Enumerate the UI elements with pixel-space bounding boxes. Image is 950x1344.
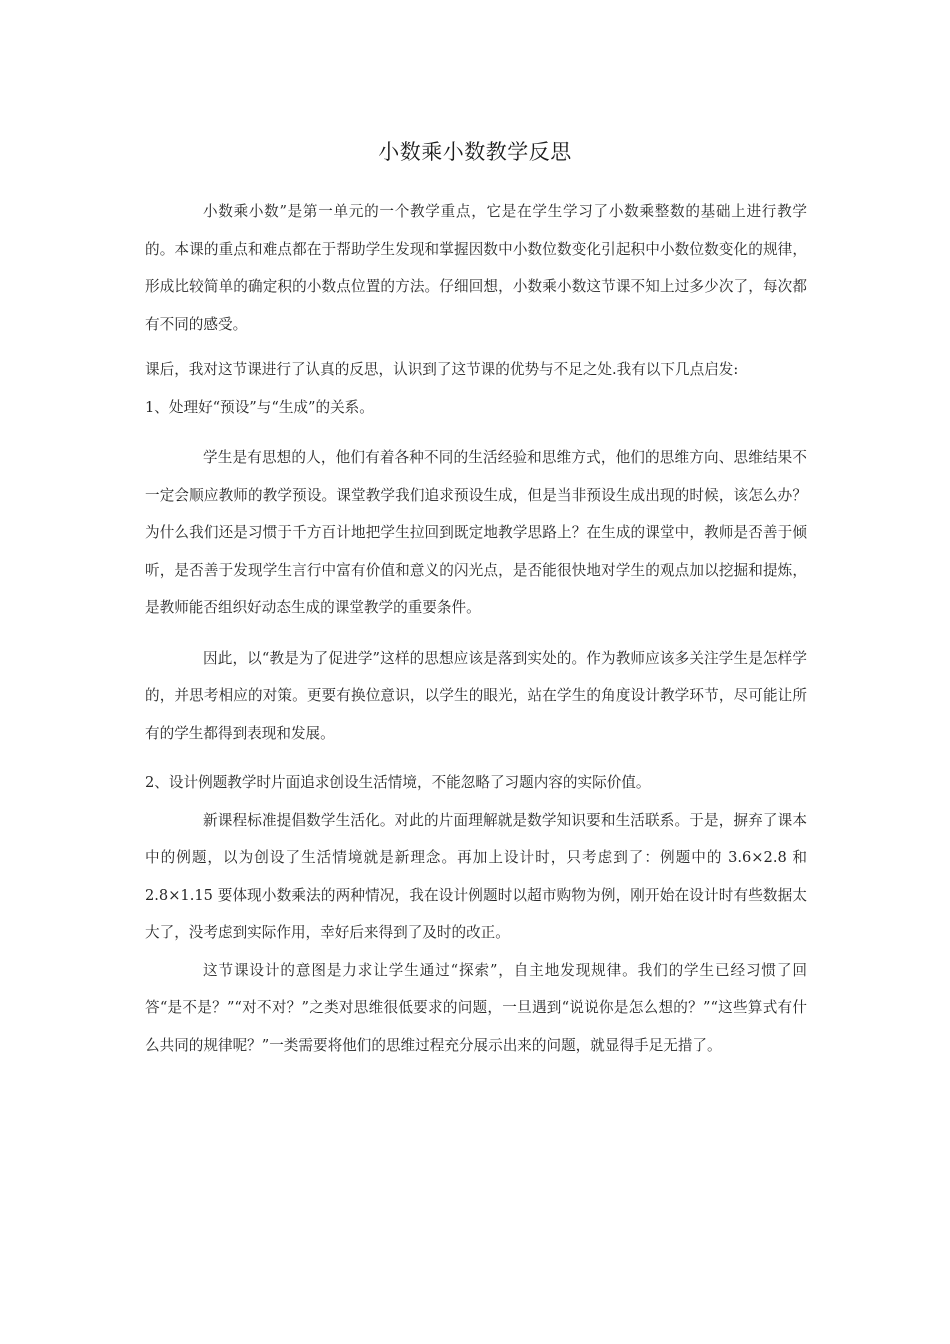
paragraph-point-2-design: 这节课设计的意图是力求让学生通过“探索”，自主地发现规律。我们的学生已经习惯了回答“是不是？”“对不对？”之类对思维很低要求的问题，一旦遇到“说说你是怎么想的？”“这些算式有什么共同的规律呢？”一类需要将他们的思维过程充分展示出来的问题，就显得手足无措了。 [145,961,807,1054]
paragraph-point-1-body: 学生是有思想的人，他们有着各种不同的生活经验和思维方式，他们的思维方向、思维结果不一定会顺应教师的教学预设。课堂教学我们追求预设生成，但是当非预设生成出现的时候，该怎么办？为什么我们还是习惯于千方百计地把学生拉回到既定地教学思路上？在生成的课堂中，教师是否善于倾听，是否善于发现学生言行中富有价值和意义的闪光点，是否能很快地对学生的观点加以挖掘和提炼，是教师能否组织好动态生成的课堂教学的重要条件。 [145,449,807,616]
heading-point-1: 1、处理好“预设”与“生成”的关系。 [145,398,374,416]
paragraph-point-1-conclusion: 因此，以“教是为了促进学”这样的思想应该是落到实处的。作为教师应该多关注学生是怎样学的，并思考相应的对策。更要有换位意识，以学生的眼光，站在学生的角度设计教学环节，尽可能让所有的学生都得到表现和发展。 [145,649,807,742]
page-title: 小数乘小数教学反思 [378,140,572,164]
heading-point-2: 2、设计例题教学时片面追求创设生活情境，不能忽略了习题内容的实际价值。 [145,774,651,791]
paragraph-point-2-body: 新课程标准提倡数学生活化。对此的片面理解就是数学知识要和生活联系。于是，摒弃了课本中的例题，以为创设了生活情境就是新理念。再加上设计时，只考虑到了：例题中的 3.6×2.8 和 2.8×1.15 要体现小数乘法的两种情况，我在设计例题时以超市购物为例，刚开始在设计时有些数据太大了，没考虑到实际作用，幸好后来得到了及时的改正。 [145,811,807,941]
paragraph-reflection-lead: 课后，我对这节课进行了认真的反思，认识到了这节课的优势与不足之处.我有以下几点启发: [145,361,739,378]
document-body [145,193,807,1064]
paragraph-intro: 小数乘小数”是第一单元的一个教学重点，它是在学生学习了小数乘整数的基础上进行教学的。本课的重点和难点都在于帮助学生发现和掌握因数中小数位数变化引起积中小数位数变化的规律，形成比较简单的确定积的小数点位置的方法。仔细回想，小数乘小数这节课不知上过多少次了，每次都有不同的感受。 [145,203,807,333]
